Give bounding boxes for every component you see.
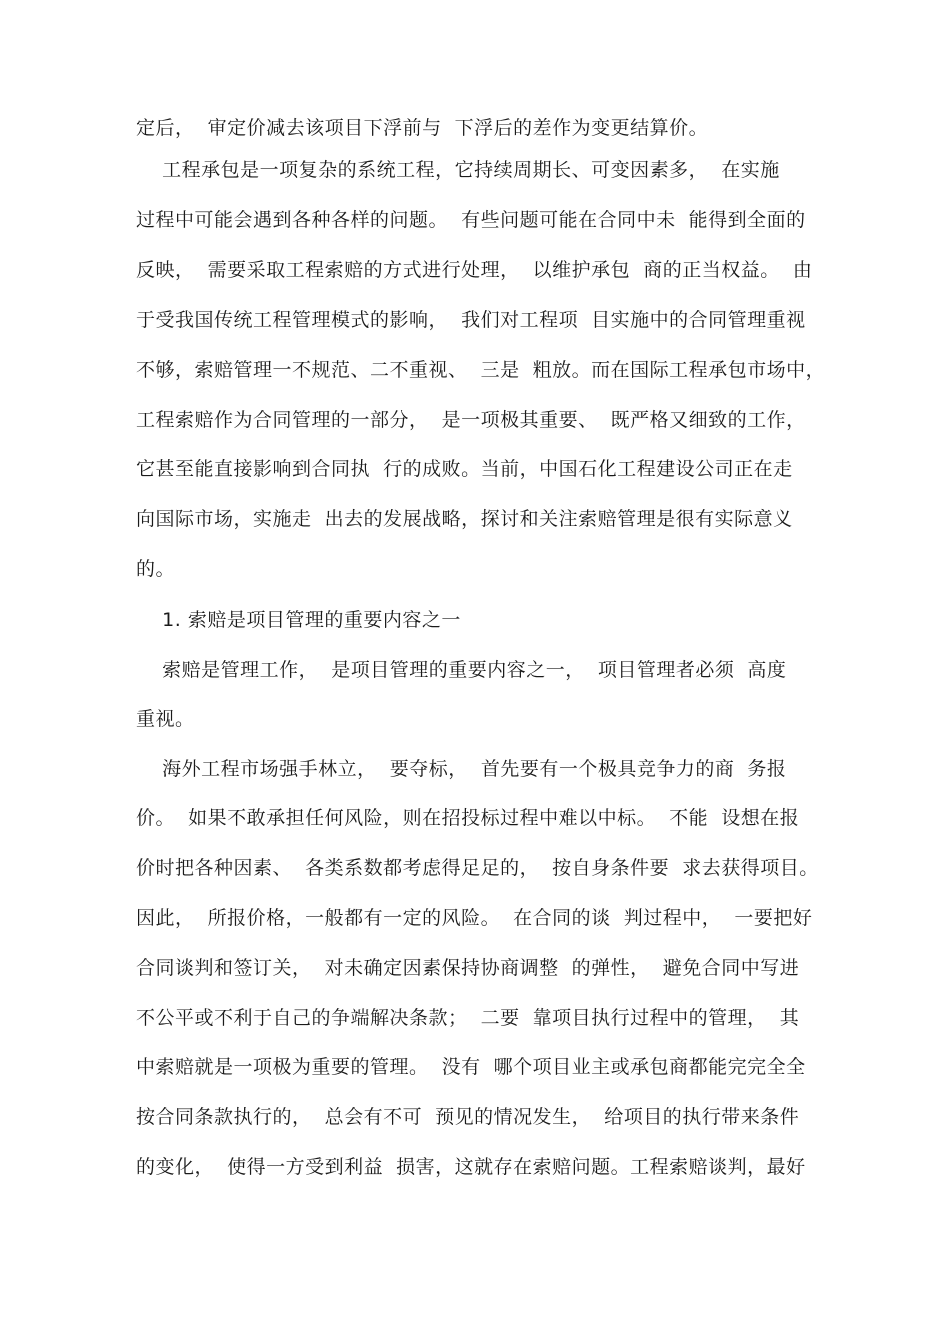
text-line: 的。 [136,558,176,580]
text-line: 价时把各种因素、 各类系数都考虑得足足的， 按自身条件要 求去获得项目。 [136,857,819,879]
text-line: 过程中可能会遇到各种各样的问题。 有些问题可能在合同中未 能得到全面的 [136,209,806,231]
text-line: 于受我国传统工程管理模式的影响， 我们对工程项 目实施中的合同管理重视 [136,309,806,331]
text-line: 价。 如果不敢承担任何风险，则在招投标过程中难以中标。 不能 设想在报 [136,807,800,829]
text-line: 重视。 [136,708,195,730]
text-line: 工程承包是一项复杂的系统工程，它持续周期长、可变因素多， 在实施 [136,159,780,181]
text-line: 合同谈判和签订关， 对未确定因素保持协商调整 的弹性， 避免合同中写进 [136,957,800,979]
text-line: 中索赔就是一项极为重要的管理。 没有 哪个项目业主或承包商都能完完全全 [136,1056,806,1078]
section-heading: 1. 索赔是项目管理的重要内容之一 [136,609,461,631]
text-line: 不够，索赔管理一不规范、二不重视、 三是 粗放。而在国际工程承包市场中， [136,359,826,381]
text-line: 的变化， 使得一方受到利益 损害，这就存在索赔问题。工程索赔谈判，最好 [136,1156,806,1178]
text-line: 海外工程市场强手林立， 要夺标， 首先要有一个极具竞争力的商 务报 [136,758,787,780]
text-line: 定后， 审定价减去该项目下浮前与 下浮后的差作为变更结算价。 [136,117,709,139]
text-line: 不公平或不利于自己的争端解决条款； 二要 靠项目执行过程中的管理， 其 [136,1007,800,1029]
text-line: 因此， 所报价格，一般都有一定的风险。 在合同的谈 判过程中， 一要把好 [136,907,813,929]
text-line: 反映， 需要采取工程索赔的方式进行处理， 以维护承包 商的正当权益。 由 [136,259,813,281]
text-line: 它甚至能直接影响到合同执 行的成败。当前，中国石化工程建设公司正在走 [136,458,793,480]
text-line: 工程索赔作为合同管理的一部分， 是一项极其重要、 既严格又细致的工作， [136,409,806,431]
text-line: 向国际市场，实施走 出去的发展战略，探讨和关注索赔管理是很有实际意义 [136,508,793,530]
text-line: 索赔是管理工作， 是项目管理的重要内容之一， 项目管理者必须 高度 [136,659,787,681]
text-line: 按合同条款执行的， 总会有不可 预见的情况发生， 给项目的执行带来条件 [136,1106,800,1128]
